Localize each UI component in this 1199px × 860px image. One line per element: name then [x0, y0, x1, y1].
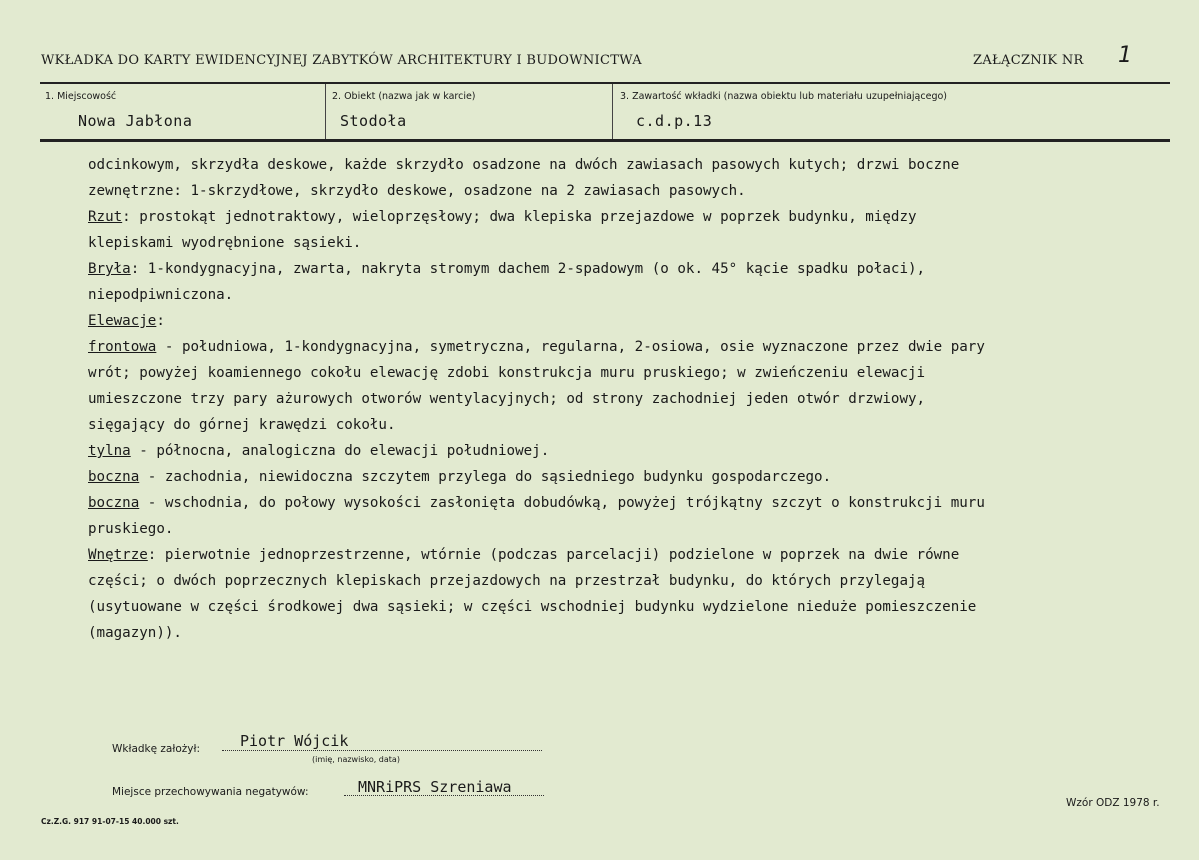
text-line: części; o dwóch poprzecznych klepiskach przejazdowych na przestrzał budynku, do których przylegają — [88, 573, 926, 589]
text-line: wrót; powyżej koamiennego cokołu elewację zdobi konstrukcja muru pruskiego; w zwieńczeniu elewacji — [88, 365, 926, 381]
text-line: Rzut: prostokąt jednotraktowy, wieloprzęsłowy; dwa klepiska przejazdowe w poprzek budynku, między — [88, 209, 917, 225]
field-object-value: Stodoła — [340, 112, 407, 130]
text-line: Elewacje: — [88, 313, 165, 329]
field-locality-value: Nowa Jabłona — [78, 112, 193, 130]
section-heading: boczna — [88, 469, 140, 485]
section-heading: boczna — [88, 495, 140, 511]
text-line: tylna - północna, analogiczna do elewacji południowej. — [88, 443, 550, 459]
header-bottom-rule — [40, 139, 1170, 142]
negatives-dotted-line — [344, 795, 544, 796]
field-content-label: 3. Zawartość wkładki (nazwa obiektu lub materiału uzupełniającego) — [620, 91, 947, 102]
negatives-value: MNRiPRS Szreniawa — [358, 778, 512, 796]
author-dotted-line — [222, 750, 542, 751]
negatives-label: Miejsce przechowywania negatywów: — [112, 786, 309, 798]
field-content-value: c.d.p.13 — [636, 112, 713, 130]
text-line: boczna - wschodnia, do połowy wysokości zasłonięta dobudówką, powyżej trójkątny szczyt o konstrukcji muru — [88, 495, 985, 511]
field-object-label: 2. Obiekt (nazwa jak w karcie) — [332, 91, 476, 102]
section-heading: frontowa — [88, 339, 157, 355]
field-divider-1 — [325, 84, 326, 139]
document-title: WKŁADKA DO KARTY EWIDENCYJNEJ ZABYTKÓW ARCHITEKTURY I BUDOWNICTWA — [41, 53, 642, 68]
description-text — [88, 152, 1148, 646]
author-label: Wkładkę założył: — [112, 743, 201, 755]
section-heading: Rzut — [88, 209, 123, 225]
header-top-rule — [40, 82, 1170, 84]
print-code: Cz.Z.G. 917 91-07-15 40.000 szt. — [41, 817, 179, 826]
annex-label: ZAŁĄCZNIK NR — [973, 53, 1084, 68]
text-line: (magazyn)). — [88, 625, 182, 641]
text-line: frontowa - południowa, 1-kondygnacyjna, symetryczna, regularna, 2-osiowa, osie wyznaczone przez dwie pary — [88, 339, 985, 355]
field-divider-2 — [612, 84, 613, 139]
text-line: pruskiego. — [88, 521, 174, 537]
section-heading: Elewacje — [88, 313, 157, 329]
text-line: zewnętrzne: 1-skrzydłowe, skrzydło deskowe, osadzone na 2 zawiasach pasowych. — [88, 183, 746, 199]
text-line: niepodpiwniczona. — [88, 287, 234, 303]
section-heading: Bryła — [88, 261, 131, 277]
text-line: sięgający do górnej krawędzi cokołu. — [88, 417, 396, 433]
text-line: Wnętrze: pierwotnie jednoprzestrzenne, wtórnie (podczas parcelacji) podzielone w poprzek na dwie równe — [88, 547, 960, 563]
text-line: odcinkowym, skrzydła deskowe, każde skrzydło osadzone na dwóch zawiasach pasowych kutych; drzwi boczne — [88, 157, 960, 173]
author-value: Piotr Wójcik — [240, 732, 349, 750]
annex-number: 1 — [1118, 43, 1132, 68]
author-sublabel: (imię, nazwisko, data) — [312, 755, 400, 764]
field-locality-label: 1. Miejscowość — [45, 91, 117, 102]
text-line: boczna - zachodnia, niewidoczna szczytem przylega do sąsiedniego budynku gospodarczego. — [88, 469, 832, 485]
text-line: Bryła: 1-kondygnacyjna, zwarta, nakryta stromym dachem 2-spadowym (o ok. 45° kącie spadku połaci), — [88, 261, 926, 277]
text-line: (usytuowane w części środkowej dwa sąsieki; w części wschodniej budynku wydzielone nieduże pomieszczenie — [88, 599, 977, 615]
text-line: umieszczone trzy pary ażurowych otworów wentylacyjnych; od strony zachodniej jeden otwór drzwiowy, — [88, 391, 926, 407]
text-line: klepiskami wyodrębnione sąsieki. — [88, 235, 362, 251]
form-model: Wzór ODZ 1978 r. — [1066, 797, 1160, 809]
section-heading: Wnętrze — [88, 547, 148, 563]
section-heading: tylna — [88, 443, 131, 459]
